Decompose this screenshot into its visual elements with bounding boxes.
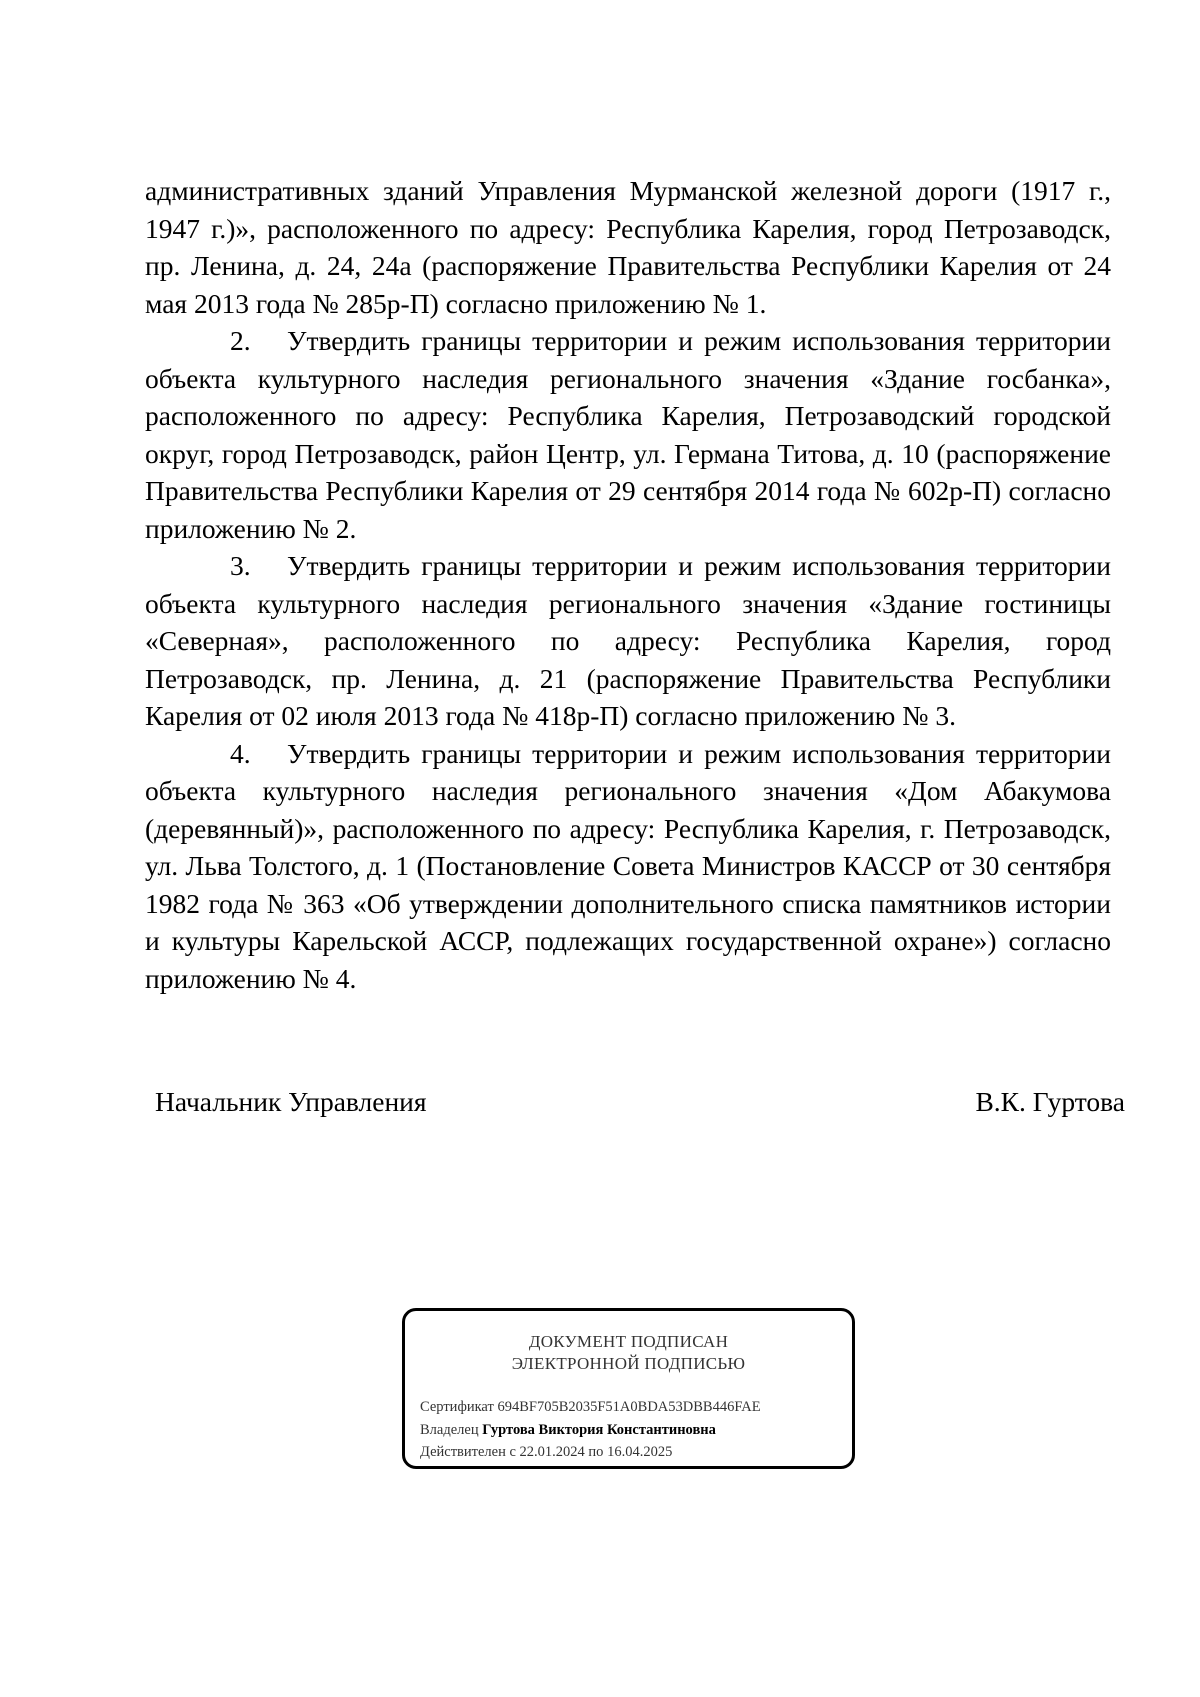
stamp-certificate (420, 1398, 761, 1416)
signer-position: Начальник Управления (155, 1086, 427, 1117)
certificate-label: Сертификат (420, 1399, 494, 1415)
validity-from: 22.01.2024 (519, 1444, 585, 1460)
item-text: Утвердить границы территории и режим использования территории объекта культурного наследия регионального значения «Дом Абакумова (деревянный)», расположенного по адресу: Республика Карелия, г. Петрозаводск, ул. Льва Толстого, д. 1 (Постановление Совета Министров КАССР от 30 сентября 1982 года № 363 «Об утверждении дополнительного списка памятников истории и культуры Карельской АССР, подлежащих государственной охране») согласно приложению № 4. (145, 737, 1111, 994)
paragraph-continuation: административных зданий Управления Мурманской железной дороги (1917 г., 1947 г.)», расположенного по адресу: Республика Карелия, город Петрозаводск, пр. Ленина, д. 24, 24а (распоряжение Правительства Республики Карелия от 24 мая 2013 года № 285р-П) согласно приложению № 1. (145, 175, 1111, 319)
stamp-validity (420, 1443, 672, 1461)
owner-label: Владелец (420, 1422, 479, 1438)
signer-name: В.К. Гуртова (975, 1086, 1125, 1117)
paragraph-item-3 (145, 547, 1111, 735)
validity-to-label: по (588, 1444, 604, 1460)
stamp-header-line-2: ЭЛЕКТРОННОЙ ПОДПИСЬЮ (511, 1354, 746, 1373)
validity-to: 16.04.2025 (607, 1444, 673, 1460)
item-text: Утвердить границы территории и режим использования территории объекта культурного наследия регионального значения «Здание гостиницы «Северная», расположенного по адресу: Республика Карелия, город Петрозаводск, пр. Ленина, д. 21 (распоряжение Правительства Республики Карелия от 02 июля 2013 года № 418р-П) согласно приложению № 3. (145, 550, 1111, 731)
paragraph-item-4 (145, 735, 1111, 998)
stamp-header-line-1: ДОКУМЕНТ ПОДПИСАН (528, 1332, 729, 1351)
item-number: 4. (230, 737, 251, 769)
stamp-header (405, 1331, 852, 1375)
paragraph-item-2 (145, 322, 1111, 547)
stamp-owner (420, 1421, 716, 1439)
validity-label: Действителен с (420, 1444, 516, 1460)
document-body (145, 172, 1111, 997)
electronic-signature-stamp (402, 1308, 855, 1469)
item-text: Утвердить границы территории и режим использования территории объекта культурного наследия регионального значения «Здание госбанка», расположенного по адресу: Республика Карелия, Петрозаводский городской округ, город Петрозаводск, район Центр, ул. Германа Титова, д. 10 (распоряжение Правительства Республики Карелия от 29 сентября 2014 года № 602р-П) согласно приложению № 2. (145, 325, 1111, 544)
certificate-value: 694BF705B2035F51A0BDA53DBB446FAE (497, 1399, 761, 1415)
item-number: 2. (230, 325, 251, 356)
owner-value: Гуртова Виктория Константиновна (482, 1422, 716, 1438)
item-number: 3. (230, 550, 251, 581)
